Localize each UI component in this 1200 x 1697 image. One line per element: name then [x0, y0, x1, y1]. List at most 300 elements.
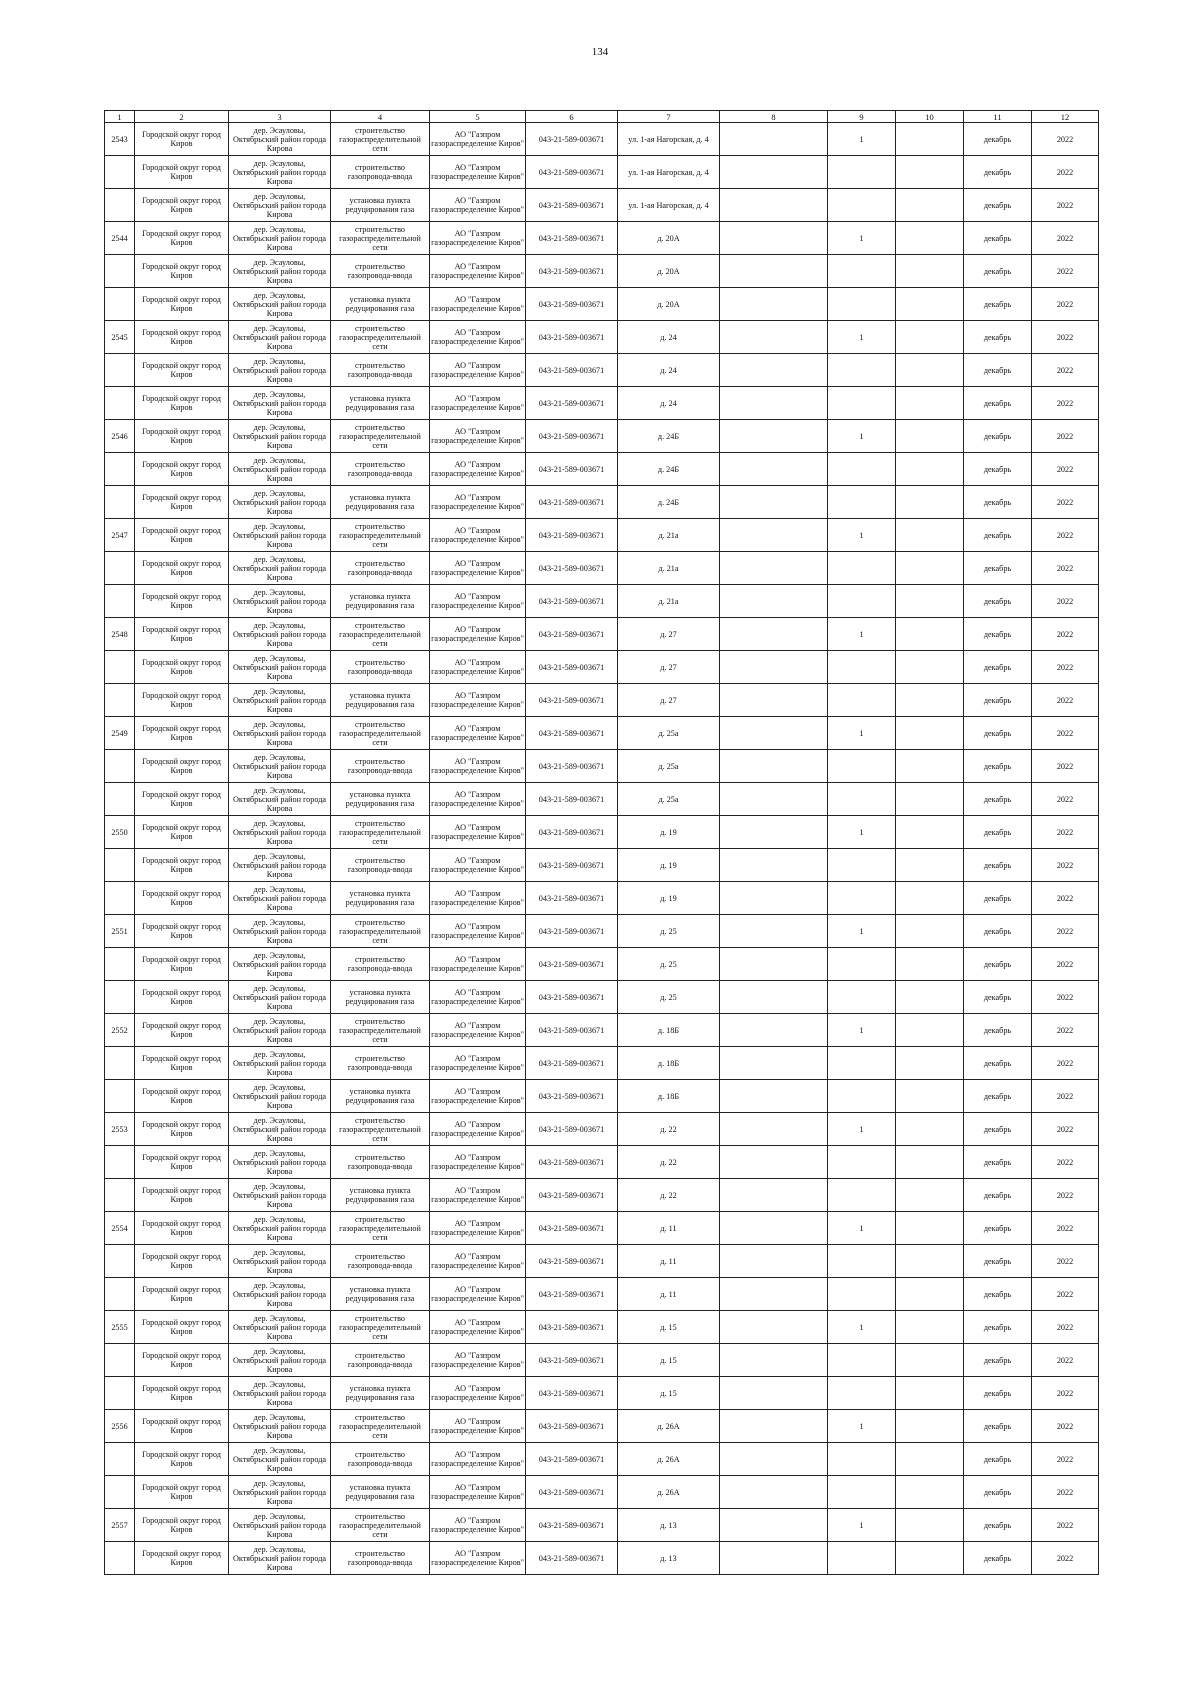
cell-year-text: 2022: [1056, 266, 1074, 276]
cell-district-text: Городской округ город Киров: [142, 592, 221, 610]
cell-organization: [430, 651, 526, 684]
cell-number: [105, 189, 135, 222]
cell-address-text: д. 25а: [658, 761, 679, 771]
cell-number: [105, 1080, 135, 1113]
cell-empty-8: [720, 1113, 828, 1146]
cell-district-text: Городской округ город Киров: [142, 1549, 221, 1567]
cell-locality: [229, 750, 331, 783]
cell-locality-text: дер. Эсауловы, Октябрьский район города Кирова: [232, 422, 327, 450]
cell-year: [1032, 618, 1099, 651]
cell-number-text: 2552: [111, 1025, 128, 1035]
cell-empty-8: [720, 1443, 828, 1476]
cell-count: [828, 1212, 896, 1245]
cell-tech-number-text: 043-21-589-003671: [538, 563, 605, 573]
table-row: [105, 486, 1099, 519]
cell-address-text: д. 20А: [657, 233, 680, 243]
cell-count: [828, 981, 896, 1014]
cell-work-type-text: установка пункта редуцирования газа: [345, 1285, 415, 1303]
cell-month-text: декабрь: [983, 1058, 1012, 1068]
cell-organization: [430, 1212, 526, 1245]
cell-month-text: декабрь: [983, 794, 1012, 804]
col-header-11: 11: [964, 111, 1032, 123]
cell-address-text: ул. 1-ая Нагорская, д. 4: [628, 200, 709, 210]
cell-number-text: 2548: [111, 629, 128, 639]
cell-number: [105, 420, 135, 453]
cell-locality: [229, 1179, 331, 1212]
cell-empty-8: [720, 1542, 828, 1575]
cell-tech-number-text: 043-21-589-003671: [538, 695, 605, 705]
cell-work-type-text: строительство газораспределительной сети: [339, 917, 421, 945]
cell-work-type-text: установка пункта редуцирования газа: [345, 394, 415, 412]
cell-district: [135, 321, 229, 354]
cell-work-type: [331, 1278, 430, 1311]
cell-district-text: Городской округ город Киров: [142, 196, 221, 214]
cell-empty-10: [896, 1080, 964, 1113]
cell-month-text: декабрь: [983, 1157, 1012, 1167]
cell-locality: [229, 123, 331, 156]
cell-district: [135, 684, 229, 717]
cell-count: [828, 1113, 896, 1146]
cell-address-text: д. 20А: [657, 299, 680, 309]
cell-empty-10: [896, 156, 964, 189]
cell-month-text: декабрь: [983, 629, 1012, 639]
table-row: [105, 387, 1099, 420]
cell-address: [618, 882, 720, 915]
table-row: [105, 1344, 1099, 1377]
col-header-4: 4: [331, 111, 430, 123]
cell-empty-10: [896, 948, 964, 981]
cell-empty-8: [720, 1311, 828, 1344]
cell-address: [618, 948, 720, 981]
cell-work-type-text: установка пункта редуцирования газа: [345, 1483, 415, 1501]
cell-month-text: декабрь: [983, 1124, 1012, 1134]
cell-empty-8: [720, 1410, 828, 1443]
table-row: [105, 1311, 1099, 1344]
cell-number: [105, 1146, 135, 1179]
cell-number: [105, 288, 135, 321]
cell-empty-10: [896, 1410, 964, 1443]
cell-month: [964, 1344, 1032, 1377]
cell-work-type: [331, 486, 430, 519]
cell-empty-10: [896, 1311, 964, 1344]
cell-year: [1032, 684, 1099, 717]
cell-count-text: 1: [859, 1322, 864, 1332]
cell-address-text: д. 27: [660, 629, 677, 639]
cell-address: [618, 717, 720, 750]
cell-number-text: 2549: [111, 728, 128, 738]
cell-work-type-text: установка пункта редуцирования газа: [345, 592, 415, 610]
cell-month: [964, 1377, 1032, 1410]
cell-organization-text: АО "Газпром газораспределение Киров": [431, 130, 524, 148]
cell-empty-8: [720, 1245, 828, 1278]
cell-work-type: [331, 321, 430, 354]
cell-empty-8: [720, 1344, 828, 1377]
cell-number: [105, 1245, 135, 1278]
cell-tech-number-text: 043-21-589-003671: [538, 1058, 605, 1068]
cell-district-text: Городской округ город Киров: [142, 493, 221, 511]
cell-year-text: 2022: [1056, 893, 1074, 903]
cell-address-text: ул. 1-ая Нагорская, д. 4: [628, 167, 709, 177]
cell-year-text: 2022: [1056, 1355, 1074, 1365]
cell-month-text: декабрь: [983, 299, 1012, 309]
cell-tech-number-text: 043-21-589-003671: [538, 893, 605, 903]
cell-organization-text: АО "Газпром газораспределение Киров": [431, 262, 524, 280]
cell-district-text: Городской округ город Киров: [142, 526, 221, 544]
cell-organization: [430, 1377, 526, 1410]
cell-month: [964, 651, 1032, 684]
cell-number-text: 2557: [111, 1520, 128, 1530]
cell-empty-8: [720, 552, 828, 585]
cell-year: [1032, 948, 1099, 981]
cell-number: [105, 1113, 135, 1146]
cell-year-text: 2022: [1056, 497, 1074, 507]
cell-organization-text: АО "Газпром газораспределение Киров": [431, 1483, 524, 1501]
cell-tech-number: [526, 1344, 618, 1377]
cell-empty-10: [896, 651, 964, 684]
cell-work-type-text: установка пункта редуцирования газа: [345, 988, 415, 1006]
cell-count: [828, 189, 896, 222]
cell-organization-text: АО "Газпром газораспределение Киров": [431, 988, 524, 1006]
cell-count: [828, 1377, 896, 1410]
table-row: [105, 948, 1099, 981]
table-row: [105, 1014, 1099, 1047]
cell-district-text: Городской округ город Киров: [142, 1351, 221, 1369]
cell-year: [1032, 717, 1099, 750]
cell-month-text: декабрь: [983, 1520, 1012, 1530]
cell-district: [135, 948, 229, 981]
cell-number: [105, 717, 135, 750]
cell-month: [964, 519, 1032, 552]
cell-locality-text: дер. Эсауловы, Октябрьский район города Кирова: [232, 752, 327, 780]
cell-address: [618, 222, 720, 255]
cell-work-type: [331, 981, 430, 1014]
cell-count: [828, 1080, 896, 1113]
cell-count: [828, 255, 896, 288]
cell-tech-number: [526, 1113, 618, 1146]
cell-work-type-text: строительство газораспределительной сети: [339, 323, 421, 351]
cell-work-type-text: строительство газопровода-ввода: [347, 1450, 413, 1468]
cell-count: [828, 1344, 896, 1377]
cell-count-text: 1: [859, 728, 864, 738]
cell-empty-8: [720, 915, 828, 948]
cell-organization-text: АО "Газпром газораспределение Киров": [431, 1054, 524, 1072]
table-row: [105, 1542, 1099, 1575]
cell-tech-number-text: 043-21-589-003671: [538, 596, 605, 606]
cell-empty-10: [896, 486, 964, 519]
cell-year: [1032, 1113, 1099, 1146]
cell-number-text: 2556: [111, 1421, 128, 1431]
cell-work-type-text: строительство газораспределительной сети: [339, 719, 421, 747]
cell-number-text: 2551: [111, 926, 128, 936]
cell-work-type: [331, 1245, 430, 1278]
cell-month: [964, 915, 1032, 948]
cell-year-text: 2022: [1056, 530, 1074, 540]
cell-work-type-text: строительство газораспределительной сети: [339, 224, 421, 252]
cell-district: [135, 552, 229, 585]
cell-number-text: 2550: [111, 827, 128, 837]
cell-month: [964, 981, 1032, 1014]
cell-number: [105, 618, 135, 651]
cell-tech-number: [526, 1179, 618, 1212]
cell-empty-8: [720, 651, 828, 684]
cell-work-type-text: установка пункта редуцирования газа: [345, 1384, 415, 1402]
cell-count: [828, 1476, 896, 1509]
cell-month: [964, 189, 1032, 222]
cell-locality-text: дер. Эсауловы, Октябрьский район города Кирова: [232, 1115, 327, 1143]
cell-address: [618, 1311, 720, 1344]
cell-count-text: 1: [859, 530, 864, 540]
cell-month-text: декабрь: [983, 1223, 1012, 1233]
cell-organization-text: АО "Газпром газораспределение Киров": [431, 1021, 524, 1039]
cell-tech-number-text: 043-21-589-003671: [538, 464, 605, 474]
cell-tech-number: [526, 453, 618, 486]
cell-empty-8: [720, 321, 828, 354]
cell-locality: [229, 1047, 331, 1080]
cell-count: [828, 1179, 896, 1212]
cell-locality-text: дер. Эсауловы, Октябрьский район города Кирова: [232, 554, 327, 582]
cell-district-text: Городской округ город Киров: [142, 328, 221, 346]
cell-address-text: д. 18Б: [657, 1091, 680, 1101]
cell-organization: [430, 189, 526, 222]
cell-locality: [229, 651, 331, 684]
cell-number: [105, 1278, 135, 1311]
cell-address-text: д. 11: [660, 1289, 677, 1299]
cell-work-type: [331, 519, 430, 552]
cell-year-text: 2022: [1056, 1058, 1074, 1068]
cell-organization: [430, 618, 526, 651]
cell-number: [105, 156, 135, 189]
cell-month: [964, 1245, 1032, 1278]
cell-year-text: 2022: [1056, 827, 1074, 837]
cell-month-text: декабрь: [983, 662, 1012, 672]
cell-month: [964, 618, 1032, 651]
cell-month: [964, 1542, 1032, 1575]
cell-tech-number: [526, 1311, 618, 1344]
cell-locality: [229, 1014, 331, 1047]
cell-number: [105, 948, 135, 981]
cell-district: [135, 1179, 229, 1212]
cell-district-text: Городской округ город Киров: [142, 229, 221, 247]
cell-empty-8: [720, 948, 828, 981]
cell-tech-number: [526, 783, 618, 816]
cell-empty-10: [896, 915, 964, 948]
cell-empty-8: [720, 849, 828, 882]
cell-locality: [229, 948, 331, 981]
cell-organization-text: АО "Газпром газораспределение Киров": [431, 526, 524, 544]
cell-empty-10: [896, 1377, 964, 1410]
cell-tech-number-text: 043-21-589-003671: [538, 728, 605, 738]
cell-district: [135, 849, 229, 882]
cell-work-type-text: установка пункта редуцирования газа: [345, 691, 415, 709]
cell-number-text: 2553: [111, 1124, 128, 1134]
cell-district-text: Городской округ город Киров: [142, 1021, 221, 1039]
cell-organization-text: АО "Газпром газораспределение Киров": [431, 658, 524, 676]
cell-tech-number: [526, 288, 618, 321]
cell-number-text: 2545: [111, 332, 128, 342]
cell-work-type: [331, 354, 430, 387]
table-row: [105, 420, 1099, 453]
cell-tech-number: [526, 948, 618, 981]
cell-locality-text: дер. Эсауловы, Октябрьский район города Кирова: [232, 884, 327, 912]
registry-table: [104, 110, 1099, 1575]
cell-work-type-text: строительство газопровода-ввода: [347, 1351, 413, 1369]
cell-year-text: 2022: [1056, 1157, 1074, 1167]
cell-year-text: 2022: [1056, 761, 1074, 771]
cell-tech-number: [526, 1542, 618, 1575]
cell-month: [964, 816, 1032, 849]
cell-address-text: д. 15: [660, 1388, 677, 1398]
cell-district-text: Городской округ город Киров: [142, 559, 221, 577]
cell-organization: [430, 123, 526, 156]
cell-tech-number-text: 043-21-589-003671: [538, 299, 605, 309]
cell-empty-10: [896, 123, 964, 156]
table-row: [105, 585, 1099, 618]
cell-locality-text: дер. Эсауловы, Октябрьский район города Кирова: [232, 257, 327, 285]
cell-address-text: д. 26А: [657, 1487, 680, 1497]
cell-locality: [229, 1476, 331, 1509]
cell-locality: [229, 1080, 331, 1113]
cell-month-text: декабрь: [983, 398, 1012, 408]
cell-district-text: Городской округ город Киров: [142, 1252, 221, 1270]
cell-month-text: декабрь: [983, 1388, 1012, 1398]
cell-work-type-text: строительство газопровода-ввода: [347, 658, 413, 676]
cell-organization: [430, 783, 526, 816]
cell-number: [105, 1179, 135, 1212]
cell-year: [1032, 1509, 1099, 1542]
cell-tech-number-text: 043-21-589-003671: [538, 167, 605, 177]
cell-address: [618, 1344, 720, 1377]
cell-empty-8: [720, 255, 828, 288]
cell-tech-number-text: 043-21-589-003671: [538, 398, 605, 408]
cell-locality: [229, 420, 331, 453]
table-row: [105, 123, 1099, 156]
cell-month-text: декабрь: [983, 893, 1012, 903]
cell-tech-number: [526, 189, 618, 222]
cell-district: [135, 1443, 229, 1476]
cell-work-type-text: строительство газопровода-ввода: [347, 460, 413, 478]
cell-tech-number: [526, 1443, 618, 1476]
cell-organization: [430, 486, 526, 519]
cell-month: [964, 717, 1032, 750]
cell-tech-number-text: 043-21-589-003671: [538, 1289, 605, 1299]
cell-tech-number: [526, 618, 618, 651]
cell-locality-text: дер. Эсауловы, Октябрьский район города Кирова: [232, 620, 327, 648]
cell-month: [964, 1113, 1032, 1146]
cell-tech-number: [526, 255, 618, 288]
cell-district-text: Городской округ город Киров: [142, 1318, 221, 1336]
cell-number: [105, 783, 135, 816]
cell-tech-number: [526, 552, 618, 585]
cell-year-text: 2022: [1056, 1421, 1074, 1431]
cell-organization: [430, 156, 526, 189]
cell-work-type-text: установка пункта редуцирования газа: [345, 1087, 415, 1105]
cell-work-type: [331, 750, 430, 783]
cell-work-type-text: строительство газораспределительной сети: [339, 1511, 421, 1539]
cell-empty-10: [896, 1476, 964, 1509]
cell-tech-number: [526, 354, 618, 387]
cell-locality: [229, 981, 331, 1014]
cell-year: [1032, 1344, 1099, 1377]
cell-work-type-text: строительство газопровода-ввода: [347, 1252, 413, 1270]
cell-address: [618, 1179, 720, 1212]
cell-tech-number-text: 043-21-589-003671: [538, 794, 605, 804]
cell-locality: [229, 1245, 331, 1278]
cell-empty-8: [720, 189, 828, 222]
cell-address-text: д. 25: [660, 959, 677, 969]
cell-tech-number-text: 043-21-589-003671: [538, 431, 605, 441]
cell-address: [618, 1245, 720, 1278]
cell-tech-number: [526, 915, 618, 948]
cell-empty-10: [896, 519, 964, 552]
cell-year: [1032, 123, 1099, 156]
cell-year-text: 2022: [1056, 959, 1074, 969]
cell-district: [135, 981, 229, 1014]
cell-address-text: д. 22: [660, 1124, 677, 1134]
cell-address-text: д. 24Б: [657, 464, 680, 474]
cell-locality: [229, 1113, 331, 1146]
cell-organization: [430, 1311, 526, 1344]
cell-month-text: декабрь: [983, 332, 1012, 342]
cell-work-type: [331, 1113, 430, 1146]
cell-tech-number-text: 043-21-589-003671: [538, 200, 605, 210]
cell-empty-8: [720, 453, 828, 486]
col-header-5: 5: [430, 111, 526, 123]
cell-work-type-text: строительство газораспределительной сети: [339, 1313, 421, 1341]
cell-tech-number: [526, 1476, 618, 1509]
cell-locality: [229, 1377, 331, 1410]
cell-district-text: Городской округ город Киров: [142, 757, 221, 775]
cell-month: [964, 1014, 1032, 1047]
cell-address: [618, 1542, 720, 1575]
cell-district: [135, 453, 229, 486]
cell-month: [964, 585, 1032, 618]
cell-address: [618, 420, 720, 453]
cell-number: [105, 1014, 135, 1047]
cell-address: [618, 354, 720, 387]
cell-empty-10: [896, 1113, 964, 1146]
cell-tech-number: [526, 849, 618, 882]
cell-month-text: декабрь: [983, 827, 1012, 837]
cell-address: [618, 156, 720, 189]
cell-tech-number: [526, 981, 618, 1014]
cell-organization-text: АО "Газпром газораспределение Киров": [431, 493, 524, 511]
cell-address-text: д. 19: [660, 893, 677, 903]
cell-work-type-text: установка пункта редуцирования газа: [345, 493, 415, 511]
cell-work-type: [331, 651, 430, 684]
cell-organization: [430, 882, 526, 915]
cell-empty-10: [896, 387, 964, 420]
cell-number: [105, 1443, 135, 1476]
cell-tech-number-text: 043-21-589-003671: [538, 860, 605, 870]
cell-locality: [229, 486, 331, 519]
cell-work-type: [331, 453, 430, 486]
cell-work-type: [331, 156, 430, 189]
table-row: [105, 1509, 1099, 1542]
cell-year: [1032, 1311, 1099, 1344]
cell-empty-8: [720, 288, 828, 321]
cell-count: [828, 1542, 896, 1575]
cell-empty-10: [896, 222, 964, 255]
cell-district-text: Городской округ город Киров: [142, 922, 221, 940]
cell-year-text: 2022: [1056, 629, 1074, 639]
cell-work-type: [331, 1410, 430, 1443]
table-row: [105, 1212, 1099, 1245]
cell-number-text: 2547: [111, 530, 128, 540]
cell-number: [105, 1476, 135, 1509]
cell-district-text: Городской округ город Киров: [142, 1186, 221, 1204]
cell-empty-8: [720, 1476, 828, 1509]
cell-district-text: Городской округ город Киров: [142, 691, 221, 709]
